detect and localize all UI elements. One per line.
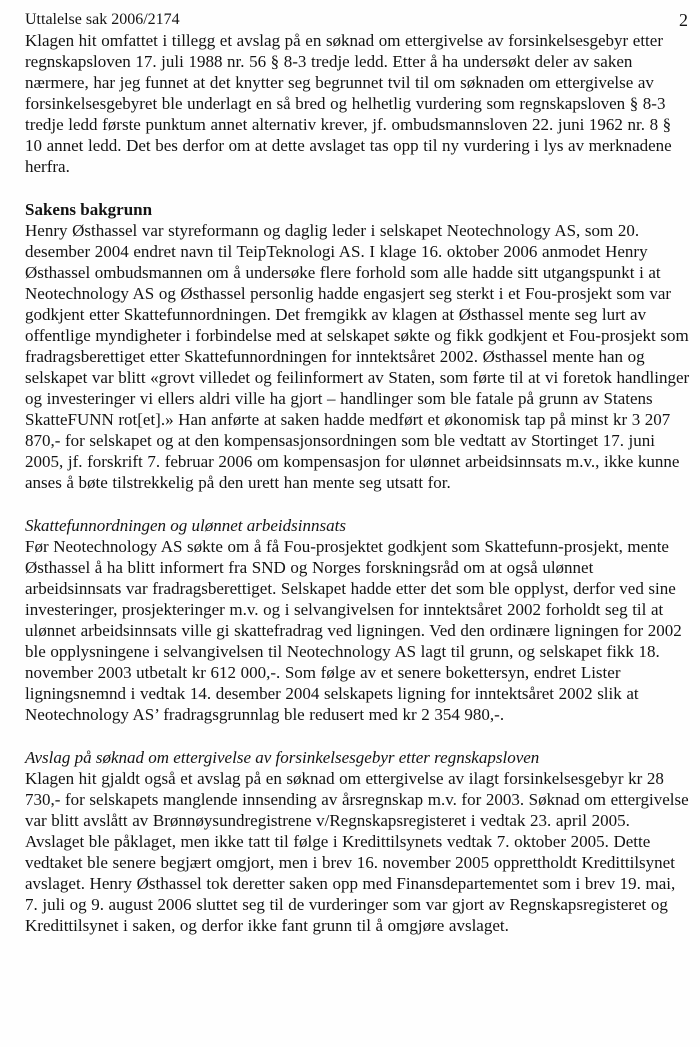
document-header [25,10,690,30]
section-sakens-bakgrunn [25,199,690,493]
page-number: 2 [679,10,688,30]
section-skattefunnordningen [25,515,690,725]
section-heading-skattefunnordningen: Skattefunnordningen og ulønnet arbeidsinnsats [25,516,346,535]
section-body-avslag-soknad: Klagen hit gjaldt også et avslag på en søknad om ettergivelse av ilagt forsinkelsesgebyr kr 28 730,- for selskapets manglende innsending av årsregnskap m.v. for 2003. Søknad om ettergivelse var blitt avslått av Brønnøysundregistrene v/Regnskapsregisteret i vedtak 23. april 2005. Avslaget ble påklaget, men ikke tatt til følge i Kredittilsynets vedtak 7. oktober 2005. Dette vedtaket ble senere begjært omgjort, men i brev 16. november 2005 opprettholdt Kredittilsynet avslaget. Henry Østhassel tok deretter saken opp med Finansdepartementet som i brev 19. mai, 7. juli og 9. august 2006 sluttet seg til de vurderinger som var gjort av Regnskapsregisteret og Kredittilsynet i saken, og derfor ikke fant grunn til å omgjøre avslaget. [25,769,689,935]
section-body-skattefunnordningen: Før Neotechnology AS søkte om å få Fou-prosjektet godkjent som Skattefunn-prosjekt, mente Østhassel å ha blitt informert fra SND og Norges forskningsråd om at også ulønnet arbeidsinnsats var fradragsberettiget. Selskapet hadde etter det som ble opplyst, derfor ved sine investeringer, prosjekteringer m.v. og i selvangivelsen for inntektsåret 2002 forholdt seg til at ulønnet arbeidsinnsats ville gi skattefradrag ved ligningen. Ved den ordinære ligningen for 2002 ble opplysningene i selvangivelsen til Neotechnology AS lagt til grunn, og selskapet fikk 18. november 2003 utbetalt kr 612 000,-. Som følge av et senere bokettersyn, endret Lister ligningsnemnd i vedtak 14. desember 2004 selskapets ligning for inntektsåret 2002 slik at Neotechnology AS’ fradragsgrunnlag ble redusert med kr 2 354 980,-. [25,537,682,724]
section-avslag-soknad [25,747,690,936]
section-body-sakens-bakgrunn: Henry Østhassel var styreformann og daglig leder i selskapet Neotechnology AS, som 20. desember 2004 endret navn til TeipTeknologi AS. I klage 16. oktober 2006 anmodet Henry Østhassel ombudsmannen om å undersøke flere forhold som alle hadde sitt utgangspunkt i at Neotechnology AS og Østhassel personlig hadde engasjert seg sterkt i et Fou-prosjekt som var godkjent etter Skattefunnordningen. Det fremgikk av klagen at Østhassel mente seg lurt av offentlige myndigheter i forbindelse med at selskapet søkte og fikk godkjent et Fou-prosjekt som fradragsberettiget etter Skattefunnordningen for inntektsåret 2002. Østhassel mente han og selskapet var blitt «grovt villedet og feilinformert av Staten, som førte til at vi foretok handlinger og investeringer vi ellers aldri ville ha gjort – handlinger som ble fatale på grunn av Statens SkatteFUNN rot[et].» Han anførte at saken hadde medført et økonomisk tap på minst kr 3 207 870,- for selskapet og at den kompensasjonsordningen som ble vedtatt av Stortinget 17. juni 2005, jf. forskrift 7. februar 2006 om kompensasjon for ulønnet arbeidsinnsats m.v., ikke kunne anses å bøte tilstrekkelig på den urett han mente seg utsatt for. [25,221,690,492]
header-case-title: Uttalelse sak 2006/2174 [25,11,180,28]
section-heading-sakens-bakgrunn: Sakens bakgrunn [25,200,153,219]
section-heading-avslag-soknad: Avslag på søknad om ettergivelse av forsinkelsesgebyr etter regnskapsloven [25,748,540,767]
intro-paragraph: Klagen hit omfattet i tillegg et avslag på en søknad om ettergivelse av forsinkelsesgebyr etter regnskapsloven 17. juli 1988 nr. 56 § 8-3 tredje ledd. Etter å ha undersøkt deler av saken nærmere, har jeg funnet at det knytter seg begrunnet tvil til om søknaden om ettergivelse av forsinkelsesgebyret ble underlagt en så bred og helhetlig vurdering som regnskapsloven § 8-3 tredje ledd første punktum annet alternativ krever, jf. ombudsmannsloven 22. juni 1962 nr. 8 § 10 annet ledd. Det bes derfor om at dette avslaget tas opp til ny vurdering i lys av merknadene herfra. [25,31,672,176]
